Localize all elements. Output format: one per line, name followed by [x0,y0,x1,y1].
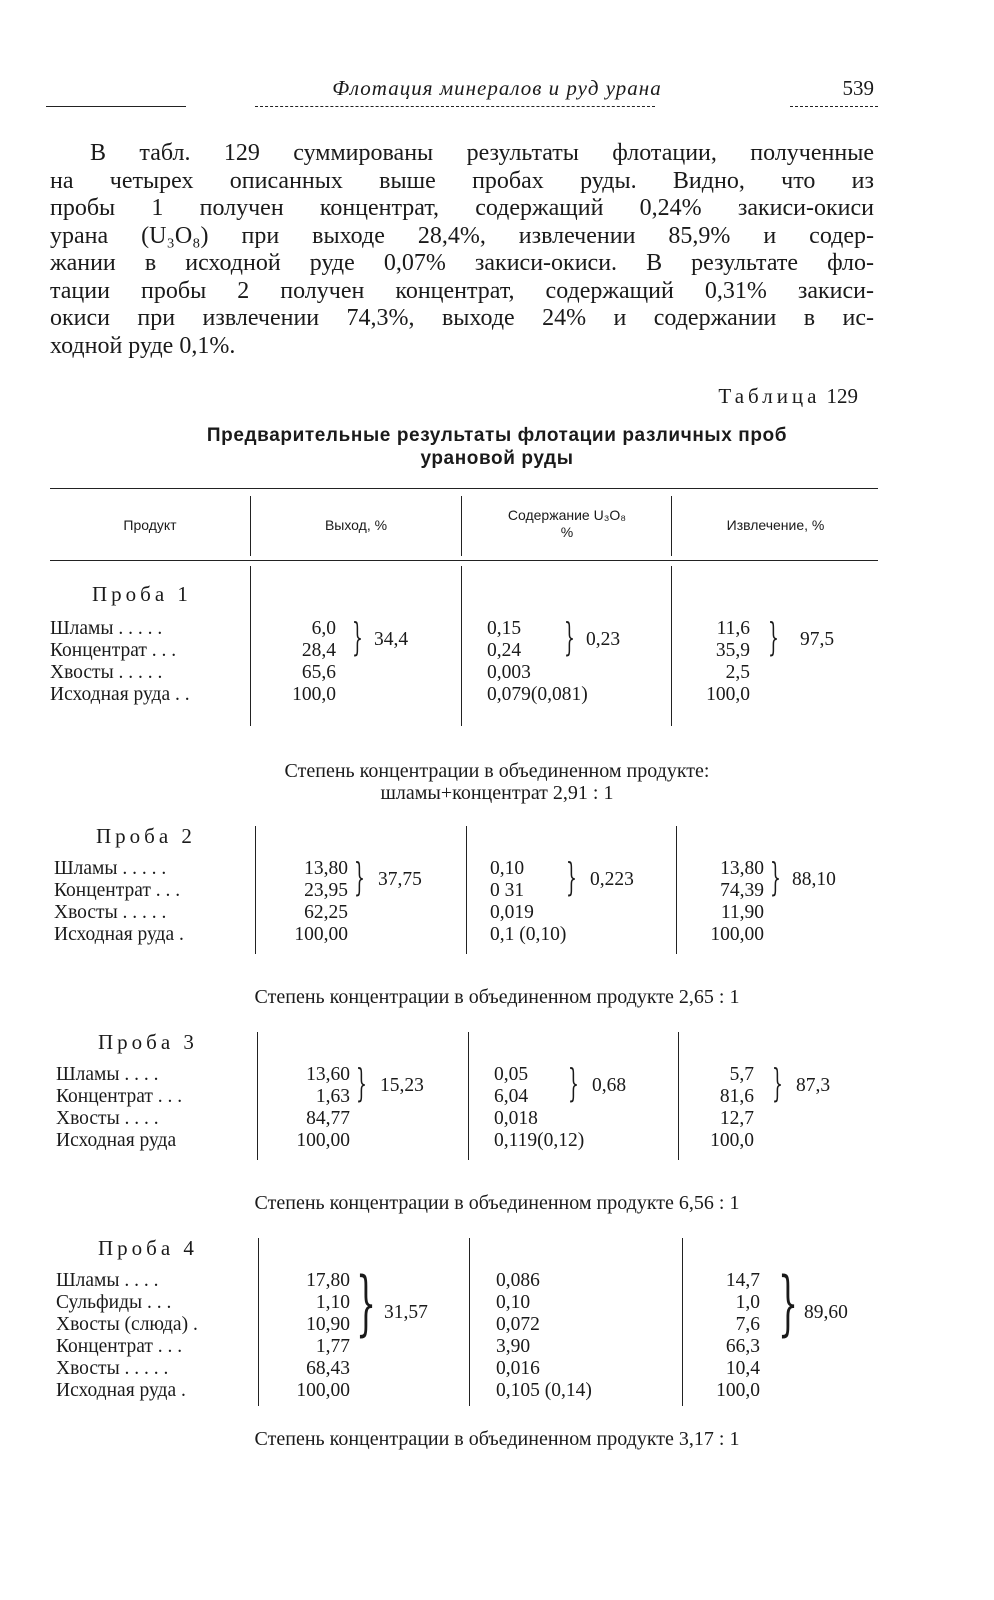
content-cell: 0,019 [490,902,534,923]
content-cell: 0,1 (0,10) [490,924,567,945]
recovery-cell: 10,4 [725,1358,760,1379]
paragraph-line: на четырех описанных выше пробах руды. Видно, что из [50,167,874,194]
content-cell: 0,15 [487,618,522,639]
table-caption-line: Предварительные результаты флотации различных проб [206,425,788,446]
content-values [490,858,566,946]
content-cell: 0,018 [494,1108,538,1129]
column-divider [671,566,672,726]
content-cell: 6,04 [494,1086,529,1107]
recovery-cell: 12,7 [719,1108,754,1129]
content-cell: 0,086 [496,1270,540,1291]
sample-labels [50,618,190,706]
recovery-cell: 100,0 [716,1380,760,1401]
column-divider [676,826,677,954]
recovery-values [698,618,750,706]
brace-icon: } [564,615,575,659]
row-label: Шламы . . . . . [50,618,163,639]
recovery-cell: 7,6 [735,1314,760,1335]
content-cell: 0,119(0,12) [494,1130,585,1151]
content-cell: 0,003 [487,662,531,683]
recovery-cell: 66,3 [725,1336,760,1357]
row-label: Хвосты . . . . . [54,902,167,923]
content-cell: 0,24 [487,640,522,661]
column-divider [466,826,467,954]
column-divider [461,566,462,726]
content-cell: 0,105 (0,14) [496,1380,592,1401]
yield-cell: 28,4 [301,640,336,661]
row-label: Концентрат . . . [56,1336,183,1357]
recovery-values [700,1064,754,1152]
header-rule [790,106,878,107]
content-cell: 0,016 [496,1358,540,1379]
content-sum: 0,223 [590,869,634,890]
sample-labels [56,1270,198,1402]
brace-icon: } [356,1061,367,1105]
recovery-cell: 100,0 [706,684,750,705]
yield-cell: 23,95 [304,880,348,901]
yield-cell: 65,6 [301,662,336,683]
sample-title: Проба 4 [98,1236,198,1260]
column-divider [250,566,251,726]
header-rule [46,106,186,107]
yield-cell: 10,90 [306,1314,350,1335]
content-cell: 3,90 [496,1336,531,1357]
content-values [496,1270,592,1402]
table-label-word: Таблица [718,384,821,408]
brace-icon: } [768,615,779,659]
paragraph-line: урана (U₃O₈) при выходе 28,4%, извлечении 85,9% и содер- [50,222,874,249]
table-number: 129 [826,384,858,408]
yield-values [272,1064,350,1152]
sample-labels [56,1064,182,1152]
sample-title: Проба 1 [92,582,192,606]
page-number: 539 [842,76,874,100]
table-top-rule [50,488,878,489]
row-label: Концентрат . . . [54,880,181,901]
yield-values [270,858,348,946]
recovery-cell: 11,90 [720,902,764,923]
yield-cell: 62,25 [304,902,348,923]
brace-icon: } [770,855,781,899]
column-divider [678,1032,679,1160]
row-label: Хвосты . . . . . [50,662,163,683]
content-cell: 0,079(0,081) [487,684,588,705]
brace-icon: } [352,615,363,659]
recovery-cell: 1,0 [735,1292,760,1313]
paragraph-line: жании в исходной руде 0,07% закиси-окиси. В результате фло- [50,250,874,276]
row-label: Хвосты . . . . . [56,1358,169,1379]
recovery-sum: 88,10 [792,869,836,890]
paragraph-line: тации пробы 2 получен концентрат, содержащий 0,31% закиси- [50,277,874,304]
content-sum: 0,68 [592,1075,627,1096]
yield-sum: 34,4 [374,629,409,650]
recovery-cell: 11,6 [716,618,750,639]
header-recovery: Извлечение, % [726,517,825,533]
column-divider [257,1032,258,1160]
degree-line: шламы+концентрат 2,91 : 1 [380,782,614,804]
yield-cell: 17,80 [306,1270,350,1291]
table-header-rule [50,560,878,561]
content-cell: 0,072 [496,1314,540,1335]
row-label: Исходная руда . [54,924,184,945]
brace-icon: } [772,1061,783,1105]
row-label: Шламы . . . . . [54,858,167,879]
recovery-cell: 100,00 [710,924,764,945]
column-divider [682,1238,683,1406]
recovery-values [700,858,764,946]
brace-icon: } [568,1061,579,1105]
header-yield: Выход, % [324,517,388,533]
row-label: Хвосты . . . . [56,1108,159,1129]
content-cell: 0,10 [496,1292,531,1313]
paragraph-line: ходной руде 0,1%. [50,332,236,359]
column-divider [468,1032,469,1160]
header-rule [255,106,655,107]
recovery-cell: 100,0 [710,1130,754,1151]
header-content-unit: % [560,524,574,540]
row-label: Исходная руда . . [50,684,190,705]
recovery-cell: 74,39 [720,880,764,901]
sample-title: Проба 3 [98,1030,198,1054]
header-product: Продукт [123,517,177,533]
yield-sum: 31,57 [384,1302,428,1323]
brace-icon: } [356,1262,377,1344]
table-label [718,384,858,409]
yield-cell: 1,77 [315,1336,350,1357]
row-label: Сульфиды . . . [56,1292,172,1313]
yield-cell: 100,00 [296,1130,350,1151]
column-divider [258,1238,259,1406]
paragraph-line: окиси при извлечении 74,3%, выходе 24% и содержании в ис- [50,305,874,331]
concentration-degree [0,760,994,804]
row-label: Концентрат . . . [56,1086,183,1107]
table-caption-line: урановой руды [420,448,574,469]
brace-icon: } [778,1262,799,1344]
recovery-sum: 97,5 [800,629,835,650]
column-divider [469,1238,470,1406]
yield-cell: 84,77 [306,1108,350,1129]
concentration-degree: Степень концентрации в объединенном продукте 3,17 : 1 [254,1428,740,1450]
row-label: Хвосты (слюда) . [56,1314,198,1335]
recovery-cell: 14,7 [725,1270,760,1291]
yield-values [270,618,336,706]
content-cell: 0 31 [490,880,525,901]
brace-icon: } [566,855,577,899]
yield-cell: 100,0 [292,684,336,705]
table-caption [0,424,994,470]
row-label: Шламы . . . . [56,1270,159,1291]
brace-icon: } [354,855,365,899]
sample-title: Проба 2 [96,824,196,848]
content-cell: 0,10 [490,858,525,879]
yield-cell: 1,10 [315,1292,350,1313]
recovery-cell: 81,6 [719,1086,754,1107]
recovery-sum: 89,60 [804,1302,848,1323]
yield-cell: 6,0 [311,618,336,639]
body-paragraph [50,140,874,360]
header-content [463,507,671,541]
yield-cell: 100,00 [294,924,348,945]
paragraph-line: пробы 1 получен концентрат, содержащий 0,24% закиси-окиси [50,195,874,221]
row-label: Исходная руда . [56,1380,186,1401]
recovery-cell: 13,80 [720,858,764,879]
degree-line: Степень концентрации в объединенном продукте: [284,760,710,782]
recovery-values [704,1270,760,1402]
yield-values [274,1270,350,1402]
column-divider [461,496,462,556]
row-label: Шламы . . . . [56,1064,159,1085]
sample-labels [54,858,184,946]
yield-cell: 68,43 [306,1358,350,1379]
yield-sum: 15,23 [380,1075,424,1096]
recovery-cell: 35,9 [715,640,750,661]
recovery-cell: 2,5 [725,662,750,683]
content-cell: 0,05 [494,1064,529,1085]
recovery-sum: 87,3 [796,1075,831,1096]
yield-cell: 100,00 [296,1380,350,1401]
running-title: Флотация минералов и руд урана [332,76,662,100]
recovery-cell: 5,7 [729,1064,754,1085]
row-label: Концентрат . . . [50,640,177,661]
content-sum: 0,23 [586,629,621,650]
yield-sum: 37,75 [378,869,422,890]
column-divider [671,496,672,556]
concentration-degree: Степень концентрации в объединенном продукте 2,65 : 1 [254,986,740,1008]
column-divider [250,496,251,556]
row-label: Исходная руда [56,1130,177,1151]
yield-cell: 13,80 [304,858,348,879]
yield-cell: 13,60 [306,1064,350,1085]
concentration-degree: Степень концентрации в объединенном продукте 6,56 : 1 [254,1192,740,1214]
column-divider [255,826,256,954]
yield-cell: 1,63 [315,1086,350,1107]
header-content-line: Содержание U₃O₈ [507,507,627,523]
paragraph-line: В табл. 129 суммированы результаты флотации, полученные [90,140,874,166]
